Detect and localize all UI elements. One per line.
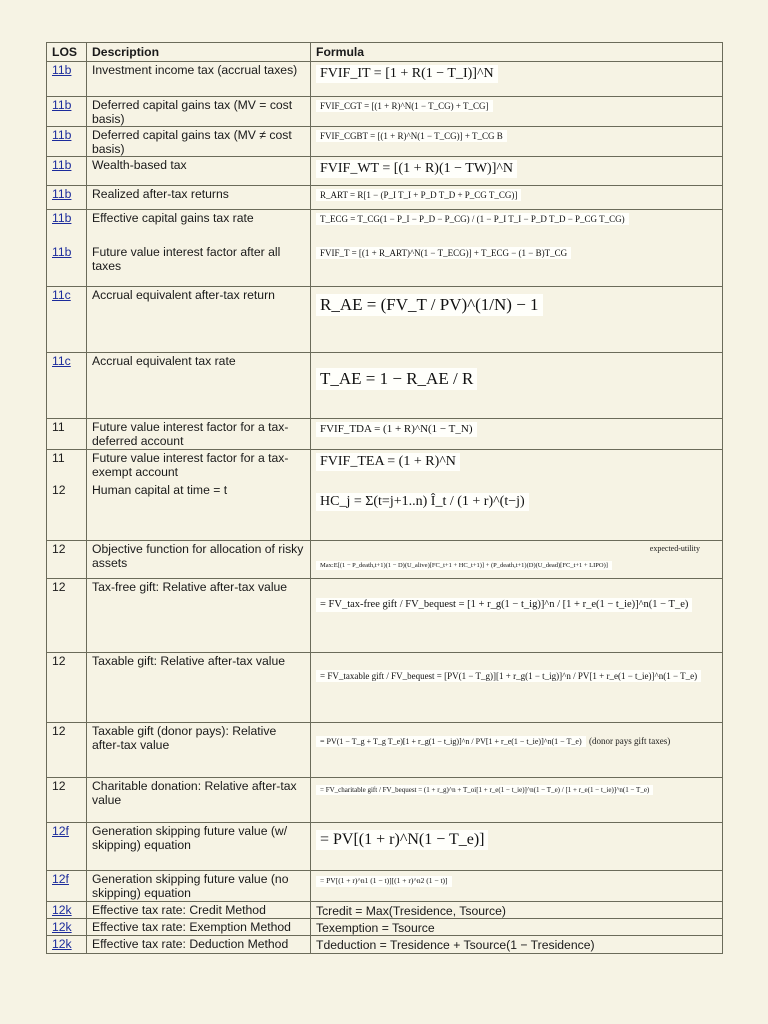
formula-note: (donor pays gift taxes) bbox=[589, 736, 671, 746]
table-row bbox=[47, 186, 723, 210]
table-header-row bbox=[47, 43, 723, 62]
los-label: 12 bbox=[52, 580, 66, 594]
los-link[interactable]: 11b bbox=[52, 63, 72, 77]
los-label: 12 bbox=[52, 542, 66, 556]
formula: FVIF_IT = [1 + R(1 − T_I)]^N bbox=[316, 65, 498, 83]
table-row bbox=[47, 723, 723, 778]
los-formula-table bbox=[46, 42, 723, 954]
los-link[interactable]: 11b bbox=[52, 244, 72, 259]
formula: Tcredit = Max(Tresidence, Tsource) bbox=[316, 904, 506, 918]
los-label: 12 bbox=[52, 482, 66, 497]
los-link[interactable]: 11b bbox=[52, 128, 72, 142]
row-description: Effective tax rate: Exemption Method bbox=[87, 919, 311, 936]
formula: HC_j = Σ(t=j+1..n) Î_t / (1 + r)^(t−j) bbox=[316, 493, 529, 511]
formula: FVIF_T = [(1 + R_ART)^N(1 − T_ECG)] + T_ECG − (1 − B)T_CG bbox=[316, 247, 571, 259]
row-description: Deferred capital gains tax (MV ≠ cost basis) bbox=[87, 127, 311, 157]
formula: Tdeduction = Tresidence + Tsource(1 − Tresidence) bbox=[316, 938, 595, 952]
row-description: Effective tax rate: Deduction Method bbox=[87, 936, 311, 954]
row-description: Accrual equivalent tax rate bbox=[87, 353, 311, 419]
header-los: LOS bbox=[47, 43, 87, 62]
table-row bbox=[47, 210, 723, 244]
row-description: Effective capital gains tax rate bbox=[87, 210, 311, 244]
table-row bbox=[47, 287, 723, 353]
formula: FVIF_CGT = [(1 + R)^N(1 − T_CG) + T_CG] bbox=[316, 100, 493, 112]
row-description: Effective tax rate: Credit Method bbox=[87, 902, 311, 919]
los-label: 12 bbox=[52, 724, 66, 738]
los-link[interactable]: 12k bbox=[52, 937, 72, 951]
los-link[interactable]: 11b bbox=[52, 158, 72, 172]
row-description: Realized after-tax returns bbox=[87, 186, 311, 210]
row-description: Tax-free gift: Relative after-tax value bbox=[87, 579, 311, 653]
table-row bbox=[47, 579, 723, 653]
table-row bbox=[47, 353, 723, 419]
formula: = FV_charitable gift / FV_bequest = (1 + r_g)^n + T_oi[1 + r_e(1 − t_ie)]^n(1 − T_e) / [1 + r_e(1 − t_ie)]^n(1 − T_e) bbox=[316, 785, 653, 795]
table-row bbox=[47, 97, 723, 127]
formula: Max:E[(1 − P_death,t+1)(1 − D)(U_alive)[FC_t+1 + HC_t+1)] + (P_death,t+1)(D)(U_dead)[FC_t+1 + LIPO)] bbox=[316, 561, 612, 570]
los-label: 11 bbox=[52, 420, 65, 434]
row-description: Human capital at time = t bbox=[87, 482, 311, 541]
formula: T_AE = 1 − R_AE / R bbox=[316, 368, 477, 390]
formula: FVIF_TDA = (1 + R)^N(1 − T_N) bbox=[316, 422, 477, 437]
table-row bbox=[47, 823, 723, 871]
row-description: Charitable donation: Relative after-tax value bbox=[87, 778, 311, 823]
los-label: 12 bbox=[52, 779, 66, 793]
row-description: Generation skipping future value (w/ skipping) equation bbox=[87, 823, 311, 871]
table-row bbox=[47, 919, 723, 936]
los-link[interactable]: 12k bbox=[52, 920, 72, 934]
table-row bbox=[47, 419, 723, 450]
row-description: Wealth-based tax bbox=[87, 157, 311, 186]
table-row bbox=[47, 244, 723, 287]
table-row bbox=[47, 450, 723, 482]
formula: FVIF_TEA = (1 + R)^N bbox=[316, 453, 460, 471]
formula: = PV[(1 + r)^N(1 − T_e)] bbox=[316, 830, 488, 850]
formula: R_ART = R[1 − (P_I T_I + P_D T_D + P_CG T_CG)] bbox=[316, 189, 521, 201]
los-link[interactable]: 12f bbox=[52, 872, 69, 886]
formula: = PV[(1 + r)^n1 (1 − t)][(1 + r)^n2 (1 − t)] bbox=[316, 876, 452, 887]
table-row bbox=[47, 902, 723, 919]
formula: = PV(1 − T_g + T_g T_e)[1 + r_g(1 − t_ig)]^n / PV[1 + r_e(1 − t_ie)]^n(1 − T_e) bbox=[316, 736, 586, 747]
table-row bbox=[47, 157, 723, 186]
los-link[interactable]: 12k bbox=[52, 903, 72, 917]
formula: = FV_taxable gift / FV_bequest = [PV(1 − T_g)][1 + r_g(1 − t_ig)]^n / PV[1 + r_e(1 − t_ie)]^n(1 − T_e) bbox=[316, 670, 701, 682]
row-description: Investment income tax (accrual taxes) bbox=[87, 62, 311, 97]
los-link[interactable]: 11b bbox=[52, 98, 72, 112]
los-link[interactable]: 11b bbox=[52, 211, 72, 225]
formula: FVIF_CGBT = [(1 + R)^N(1 − T_CG)] + T_CG B bbox=[316, 130, 507, 142]
row-description: Deferred capital gains tax (MV = cost basis) bbox=[87, 97, 311, 127]
formula: T_ECG = T_CG(1 − P_I − P_D − P_CG) / (1 − P_I T_I − P_D T_D − P_CG T_CG) bbox=[316, 213, 629, 225]
table-row bbox=[47, 653, 723, 723]
row-description: Taxable gift: Relative after-tax value bbox=[87, 653, 311, 723]
header-formula: Formula bbox=[311, 43, 723, 62]
formula: R_AE = (FV_T / PV)^(1/N) − 1 bbox=[316, 294, 543, 316]
formula: FVIF_WT = [(1 + R)(1 − TW)]^N bbox=[316, 160, 517, 178]
los-link[interactable]: 12f bbox=[52, 824, 69, 838]
row-description: Generation skipping future value (no skipping) equation bbox=[87, 871, 311, 902]
los-link[interactable]: 11b bbox=[52, 187, 72, 201]
row-description: Future value interest factor for a tax-exempt account bbox=[87, 450, 311, 482]
table-row bbox=[47, 482, 723, 541]
table-row bbox=[47, 778, 723, 823]
los-label: 11 bbox=[52, 451, 65, 465]
table-row bbox=[47, 62, 723, 97]
row-description: Future value interest factor for a tax-deferred account bbox=[87, 419, 311, 450]
header-description: Description bbox=[87, 43, 311, 62]
row-description: Taxable gift (donor pays): Relative after-tax value bbox=[87, 723, 311, 778]
los-label: 12 bbox=[52, 654, 66, 668]
row-description: Future value interest factor after all taxes bbox=[87, 244, 311, 287]
los-link[interactable]: 11c bbox=[52, 354, 71, 368]
table-row bbox=[47, 936, 723, 954]
table-row bbox=[47, 127, 723, 157]
los-link[interactable]: 11c bbox=[52, 288, 71, 302]
table-row bbox=[47, 541, 723, 579]
formula: Texemption = Tsource bbox=[316, 921, 435, 935]
row-description: Accrual equivalent after-tax return bbox=[87, 287, 311, 353]
formula: = FV_tax-free gift / FV_bequest = [1 + r_g(1 − t_ig)]^n / [1 + r_e(1 − t_ie)]^n(1 − T_e) bbox=[316, 598, 692, 612]
table-row bbox=[47, 871, 723, 902]
row-description: Objective function for allocation of risky assets bbox=[87, 541, 311, 579]
formula-note: expected-utility bbox=[649, 544, 700, 553]
